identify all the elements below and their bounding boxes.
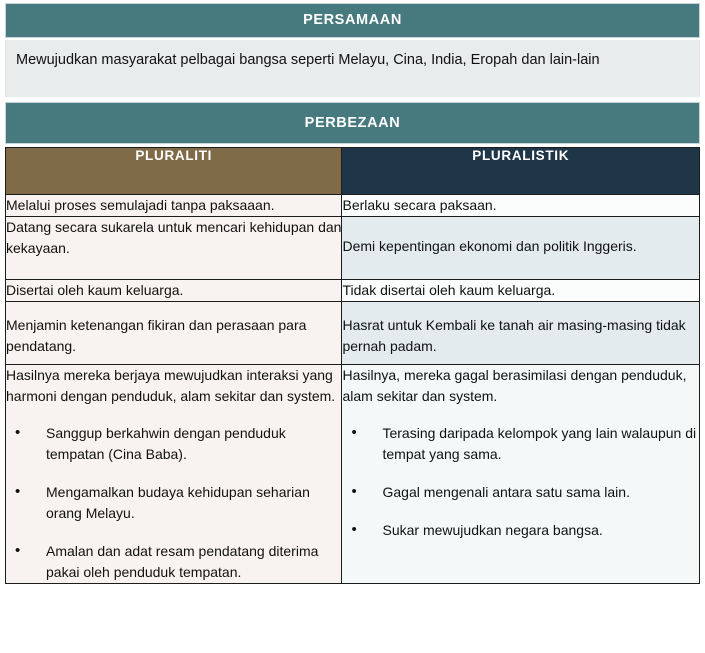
table-row bbox=[6, 365, 700, 584]
bullet-dot-icon: • bbox=[351, 483, 357, 500]
cell-text: Hasilnya mereka berjaya mewujudkan interaksi yang harmoni dengan penduduk, alam sekitar dan system. bbox=[6, 367, 336, 404]
perbezaan-table bbox=[5, 147, 700, 584]
persamaan-description: Mewujudkan masyarakat pelbagai bangsa seperti Melayu, Cina, India, Eropah dan lain-lain bbox=[5, 40, 700, 97]
perbezaan-banner-wrap bbox=[0, 99, 705, 144]
bullet-item bbox=[342, 520, 699, 541]
cell-pluralistik bbox=[342, 365, 700, 584]
table-row bbox=[6, 195, 700, 217]
table-row bbox=[6, 217, 700, 280]
cell-text: Disertai oleh kaum keluarga. bbox=[6, 282, 184, 298]
bullet-dot-icon: • bbox=[15, 483, 21, 500]
table-row bbox=[6, 280, 700, 302]
bullet-text: Mengamalkan budaya kehidupan seharian orang Melayu. bbox=[46, 484, 310, 521]
column-header-pluralistik: PLURALISTIK bbox=[342, 148, 700, 195]
cell-pluralistik bbox=[342, 195, 700, 217]
bullet-list-left bbox=[6, 423, 341, 583]
bullet-text: Gagal mengenali antara satu sama lain. bbox=[382, 484, 630, 500]
cell-text: Tidak disertai oleh kaum keluarga. bbox=[342, 282, 556, 298]
cell-pluralistik bbox=[342, 217, 700, 280]
bullet-dot-icon: • bbox=[351, 521, 357, 538]
bullet-dot-icon: • bbox=[351, 424, 357, 441]
bullet-item bbox=[342, 482, 699, 503]
cell-text: Menjamin ketenangan fikiran dan perasaan para pendatang. bbox=[6, 317, 307, 354]
cell-pluraliti bbox=[6, 195, 342, 217]
bullet-list-right bbox=[342, 423, 699, 541]
bullet-item bbox=[6, 423, 341, 465]
bullet-dot-icon: • bbox=[15, 542, 21, 559]
cell-pluraliti bbox=[6, 302, 342, 365]
table-row bbox=[6, 302, 700, 365]
cell-pluralistik bbox=[342, 302, 700, 365]
bullet-text: Terasing daripada kelompok yang lain walaupun di tempat yang sama. bbox=[382, 425, 697, 462]
persamaan-banner: PERSAMAAN bbox=[5, 3, 700, 38]
bullet-item bbox=[6, 482, 341, 524]
cell-pluraliti bbox=[6, 280, 342, 302]
persamaan-banner-wrap bbox=[0, 0, 705, 38]
cell-pluralistik bbox=[342, 280, 700, 302]
perbezaan-banner: PERBEZAAN bbox=[5, 102, 700, 144]
bullet-text: Sanggup berkahwin dengan penduduk tempatan (Cina Baba). bbox=[46, 425, 286, 462]
bullet-text: Amalan dan adat resam pendatang diterima pakai oleh penduduk tempatan. bbox=[46, 543, 319, 580]
cell-text: Berlaku secara paksaan. bbox=[342, 197, 497, 213]
cell-text: Hasrat untuk Kembali ke tanah air masing-masing tidak pernah padam. bbox=[342, 317, 686, 354]
bullet-item bbox=[342, 423, 699, 465]
cell-text: Datang secara sukarela untuk mencari kehidupan dan kekayaan. bbox=[6, 219, 342, 256]
cell-text: Demi kepentingan ekonomi dan politik Inggeris. bbox=[342, 238, 637, 254]
cell-pluraliti bbox=[6, 217, 342, 280]
bullet-item bbox=[6, 541, 341, 583]
cell-pluraliti bbox=[6, 365, 342, 584]
bullet-dot-icon: • bbox=[15, 424, 21, 441]
cell-text: Melalui proses semulajadi tanpa paksaaan. bbox=[6, 197, 275, 213]
cell-text: Hasilnya, mereka gagal berasimilasi dengan penduduk, alam sekitar dan system. bbox=[342, 367, 687, 404]
bullet-text: Sukar mewujudkan negara bangsa. bbox=[382, 522, 603, 538]
table-header-row bbox=[6, 148, 700, 195]
column-header-pluraliti: PLURALITI bbox=[6, 148, 342, 195]
